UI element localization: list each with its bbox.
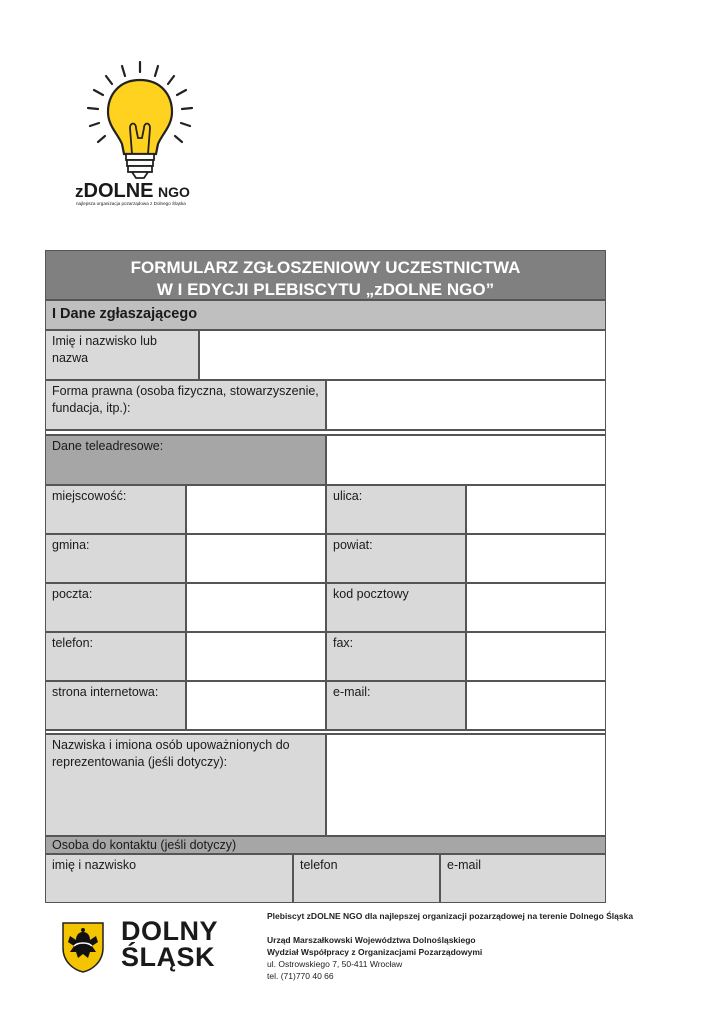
logo-tagline: najlepsza organizacja pozarządowa z Dolnego Śląska [76, 201, 186, 206]
phone-input[interactable] [186, 632, 326, 681]
phone-label: telefon: [45, 632, 186, 681]
footer-plebiscite: Plebiscyt zDOLNE NGO dla najlepszej organizacji pozarządowej na terenie Dolnego Śląska [267, 911, 634, 921]
postal-code-label: kod pocztowy [326, 583, 466, 632]
coat-of-arms-icon [60, 920, 106, 974]
contact-person-label: Osoba do kontaktu (jeśli dotyczy) [45, 836, 606, 854]
logo-brand-ngo: NGO [157, 184, 190, 200]
representatives-input[interactable] [326, 734, 606, 836]
footer-logo-line2: ŚLĄSK [121, 942, 216, 972]
city-label: miejscowość: [45, 485, 186, 534]
commune-label: gmina: [45, 534, 186, 583]
name-input[interactable] [199, 330, 606, 380]
contact-email-cell[interactable]: e-mail [440, 854, 606, 903]
legal-form-input[interactable] [326, 380, 606, 430]
city-input[interactable] [186, 485, 326, 534]
contact-data-input[interactable] [326, 435, 606, 485]
lightbulb-icon [70, 58, 210, 183]
name-label: Imię i nazwisko lub nazwa [45, 330, 199, 380]
footer-phone: tel. (71)770 40 66 [267, 971, 334, 981]
contact-name-cell[interactable]: imię i nazwisko [45, 854, 293, 903]
form-title-line2: W I EDYCJI PLEBISCYTU „zDOLNE NGO” [156, 280, 495, 299]
footer-department: Wydział Współpracy z Organizacjami Pozarządowymi [267, 947, 483, 957]
post-office-input[interactable] [186, 583, 326, 632]
contact-phone-cell[interactable]: telefon [293, 854, 440, 903]
representatives-label: Nazwiska i imiona osób upoważnionych do reprezentowania (jeśli dotyczy): [45, 734, 326, 836]
website-input[interactable] [186, 681, 326, 730]
logo-brand [75, 180, 215, 203]
fax-label: fax: [326, 632, 466, 681]
logo-brand-z: z [75, 182, 84, 201]
form-title [45, 250, 606, 300]
county-label: powiat: [326, 534, 466, 583]
contact-data-label: Dane teleadresowe: [45, 435, 326, 485]
street-label: ulica: [326, 485, 466, 534]
street-input[interactable] [466, 485, 606, 534]
zdolne-ngo-logo [70, 58, 210, 208]
footer-address: ul. Ostrowskiego 7, 50-411 Wrocław [267, 959, 403, 969]
footer-logo-line1: DOLNY [121, 916, 218, 946]
section-heading: I Dane zgłaszającego [45, 300, 606, 330]
email-input[interactable] [466, 681, 606, 730]
commune-input[interactable] [186, 534, 326, 583]
postal-code-input[interactable] [466, 583, 606, 632]
footer-logo-text [121, 918, 218, 970]
legal-form-label: Forma prawna (osoba fizyczna, stowarzyszenie, fundacja, itp.): [45, 380, 326, 430]
fax-input[interactable] [466, 632, 606, 681]
post-office-label: poczta: [45, 583, 186, 632]
form-title-line1: FORMULARZ ZGŁOSZENIOWY UCZESTNICTWA [130, 258, 521, 277]
email-label: e-mail: [326, 681, 466, 730]
county-input[interactable] [466, 534, 606, 583]
footer-office: Urząd Marszałkowski Województwa Dolnośląskiego [267, 935, 476, 945]
logo-brand-main: DOLNE [83, 180, 154, 202]
website-label: strona internetowa: [45, 681, 186, 730]
